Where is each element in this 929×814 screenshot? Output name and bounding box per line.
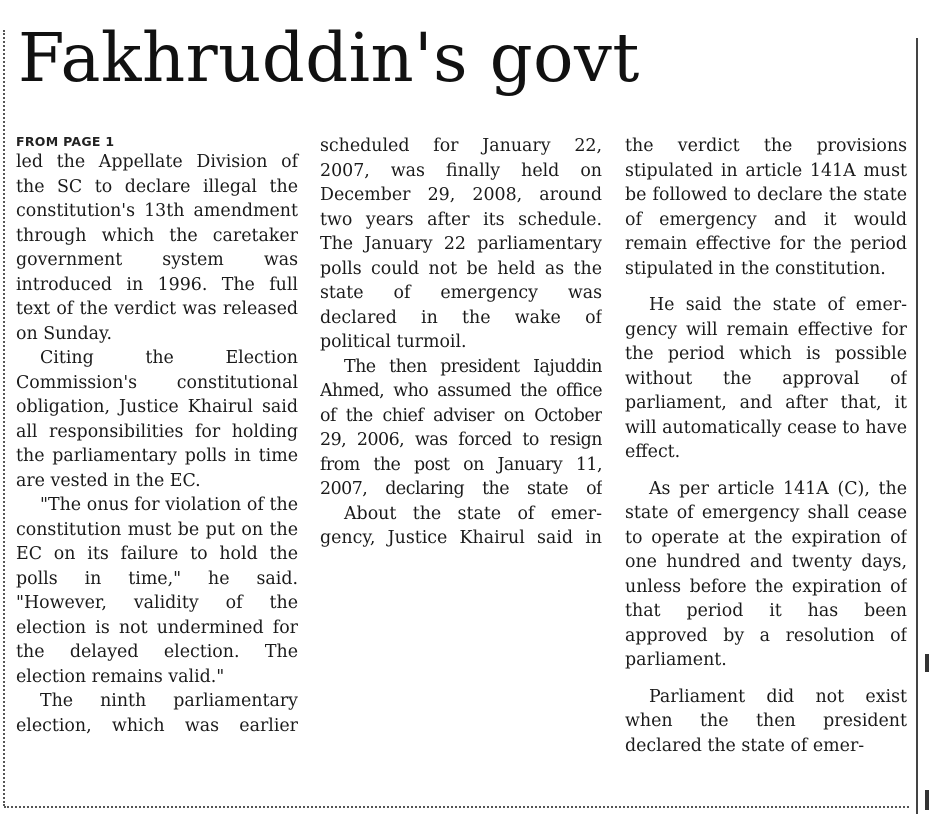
paragraph-4-continuation bbox=[320, 134, 602, 502]
edge-mark-top bbox=[925, 654, 929, 672]
paragraph-7: He said the state of emergency will remain effective for the period which is possible without the approval of parliament, and after that, it will automatically cease to have effect. bbox=[625, 295, 907, 462]
paragraph-1: led the Appellate Division of the SC to declare illegal the constitution's 13th amendment through which the caretaker government system was introduced in 1996. The full text of the verdict was released on Sunday. bbox=[16, 152, 298, 344]
bottom-dotted-rule bbox=[4, 806, 909, 808]
paragraph-4: The ninth parliamentary election, which was earlier bbox=[16, 691, 298, 736]
paragraph-5: The then president Iajuddin Ahmed, who assumed the office of the chief adviser on October 29, 2006, was forced to resign from the post on January 11, 2007, declaring the state of bbox=[320, 356, 602, 499]
from-page-kicker: FROM PAGE 1 bbox=[16, 134, 115, 149]
paragraph-6-continuation bbox=[625, 134, 907, 796]
headline: Fakhruddin's govt bbox=[18, 19, 640, 97]
paragraph-3: "The onus for violation of the constitution must be put on the EC on its failure to hold the polls in time," he said. "However, validity of the election is not undermined for the delayed election. The election remains valid." bbox=[16, 495, 298, 687]
column-2 bbox=[320, 134, 602, 551]
paragraph-6: About the state of emergency, Justice Khairul said in bbox=[320, 503, 602, 548]
column-3 bbox=[625, 134, 907, 796]
column-1 bbox=[16, 134, 298, 738]
edge-mark-bottom bbox=[925, 790, 929, 810]
column-separator-rule bbox=[916, 38, 918, 814]
paragraph-2: Citing the Election Commission's constitutional obligation, Justice Khairul said all responsibilities for holding the parliamentary polls in time are vested in the EC. bbox=[16, 348, 298, 491]
paragraph-6-cont: the verdict the provisions stipulated in article 141A must be followed to declare the state of emergency and it would remain effective for the period stipulated in the constitution. bbox=[625, 136, 907, 279]
paragraph-4-cont: scheduled for January 22, 2007, was finally held on December 29, 2008, around two years after its schedule. The January 22 parliamentary polls could not be held as the state of emergency was declared in the wake of political turmoil. bbox=[320, 136, 602, 352]
paragraph-9: Parliament did not exist when the then president declared the state of emer- bbox=[625, 686, 907, 756]
left-dotted-rule bbox=[3, 30, 5, 806]
paragraph-8: As per article 141A (C), the state of emergency shall cease to operate at the expiration of one hundred and twenty days, unless before the expiration of that period it has been approved by a resolution of parliament. bbox=[625, 478, 907, 670]
